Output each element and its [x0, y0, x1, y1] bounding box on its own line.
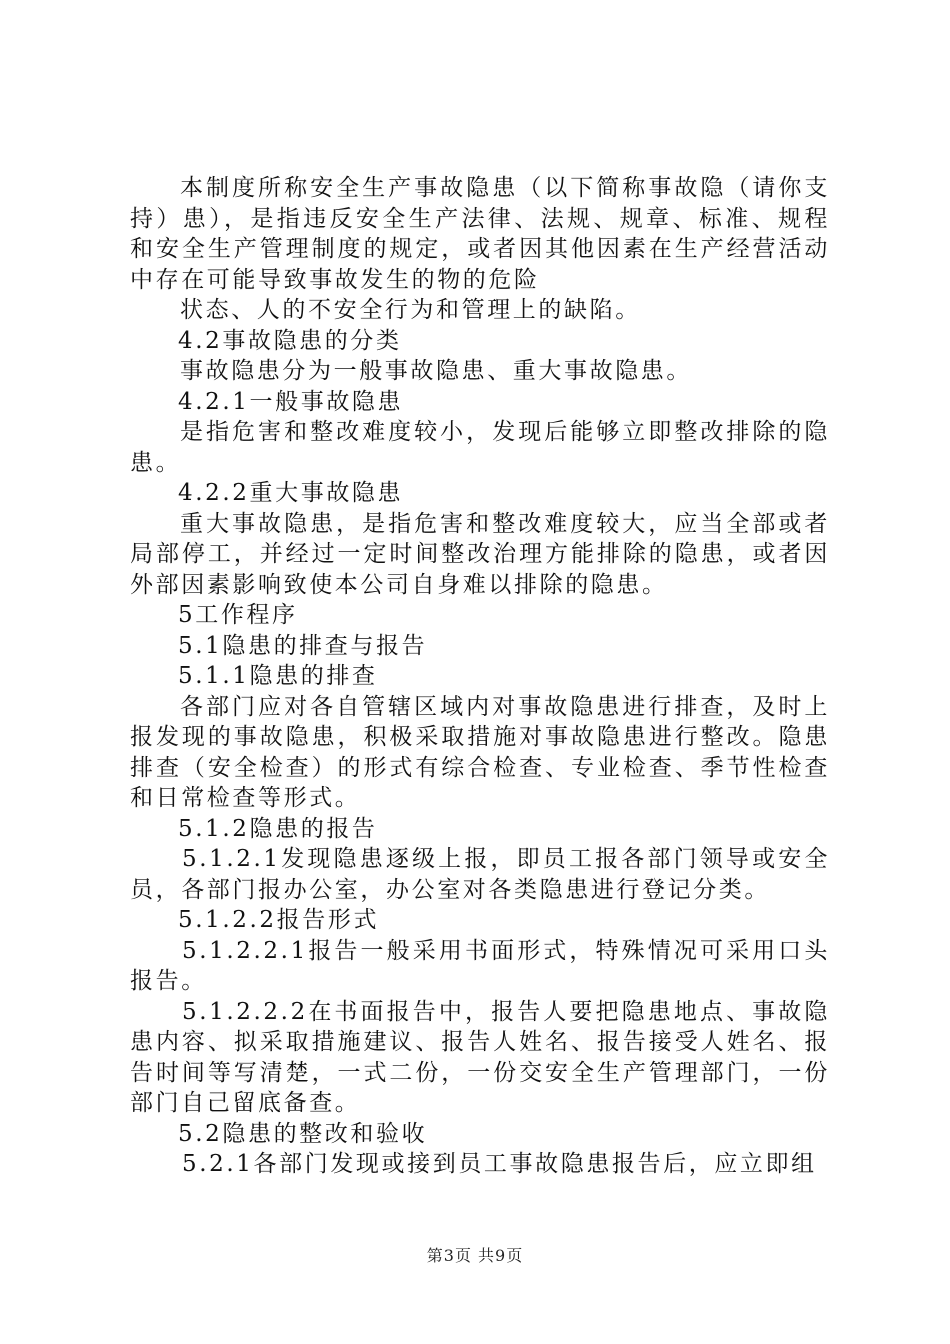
- paragraph-5-2-1: 5.2.1各部门发现或接到员工事故隐患报告后，应立即组: [182, 1151, 817, 1177]
- paragraph-hazard-inspection: 各部门应对各自管辖区域内对事故隐患进行排查，及时上报发现的事故隐患，积极采取措施对事故隐患进行整改。隐患排查（安全检查）的形式有综合检查、专业检查、季节性检查和日常检查等形式。: [130, 693, 830, 811]
- paragraph-general-hazard: 是指危害和整改难度较小，发现后能够立即整改排除的隐患。: [130, 419, 830, 476]
- document-body: [130, 173, 830, 1180]
- heading-5-1-1: 5.1.1隐患的排查: [178, 663, 378, 689]
- paragraph-5-1-2-1: 5.1.2.1发现隐患逐级上报，即员工报各部门领导或安全员，各部门报办公室，办公室对各类隐患进行登记分类。: [130, 846, 830, 903]
- heading-5-2: 5.2隐患的整改和验收: [178, 1120, 428, 1147]
- paragraph-hazard-definition-continued: 状态、人的不安全行为和管理上的缺陷。: [180, 297, 641, 323]
- paragraph-hazard-types: 事故隐患分为一般事故隐患、重大事故隐患。: [180, 358, 692, 384]
- paragraph-5-1-2-2-1: 5.1.2.2.1报告一般采用书面形式，特殊情况可采用口头报告。: [130, 937, 830, 994]
- heading-5: 5工作程序: [178, 602, 298, 628]
- paragraph-5-1-2-2-2: 5.1.2.2.2在书面报告中，报告人要把隐患地点、事故隐患内容、拟采取措施建议、报告人姓名、报告接受人姓名、报告时间等写清楚，一式二份，一份交安全生产管理部门，一份部门自己留底备查。: [130, 998, 830, 1116]
- heading-4-2: 4.2事故隐患的分类: [178, 327, 402, 354]
- heading-5-1-2-2: 5.1.2.2报告形式: [178, 907, 380, 933]
- page-number-footer: 第3页 共9页: [426, 1246, 524, 1265]
- heading-4-2-1: 4.2.1一般事故隐患: [178, 388, 404, 415]
- paragraph-hazard-definition: 本制度所称安全生产事故隐患（以下简称事故隐（请你支持）患），是指违反安全生产法律、法规、规章、标准、规程和安全生产管理制度的规定，或者因其他因素在生产经营活动中存在可能导致事故发生的物的危险: [130, 175, 830, 293]
- heading-4-2-2: 4.2.2重大事故隐患: [178, 480, 404, 506]
- heading-5-1-2: 5.1.2隐患的报告: [178, 815, 378, 842]
- heading-5-1: 5.1隐患的排查与报告: [178, 632, 428, 659]
- paragraph-major-hazard: 重大事故隐患，是指危害和整改难度较大，应当全部或者局部停工，并经过一定时间整改治理方能排除的隐患，或者因外部因素影响致使本公司自身难以排除的隐患。: [130, 510, 830, 598]
